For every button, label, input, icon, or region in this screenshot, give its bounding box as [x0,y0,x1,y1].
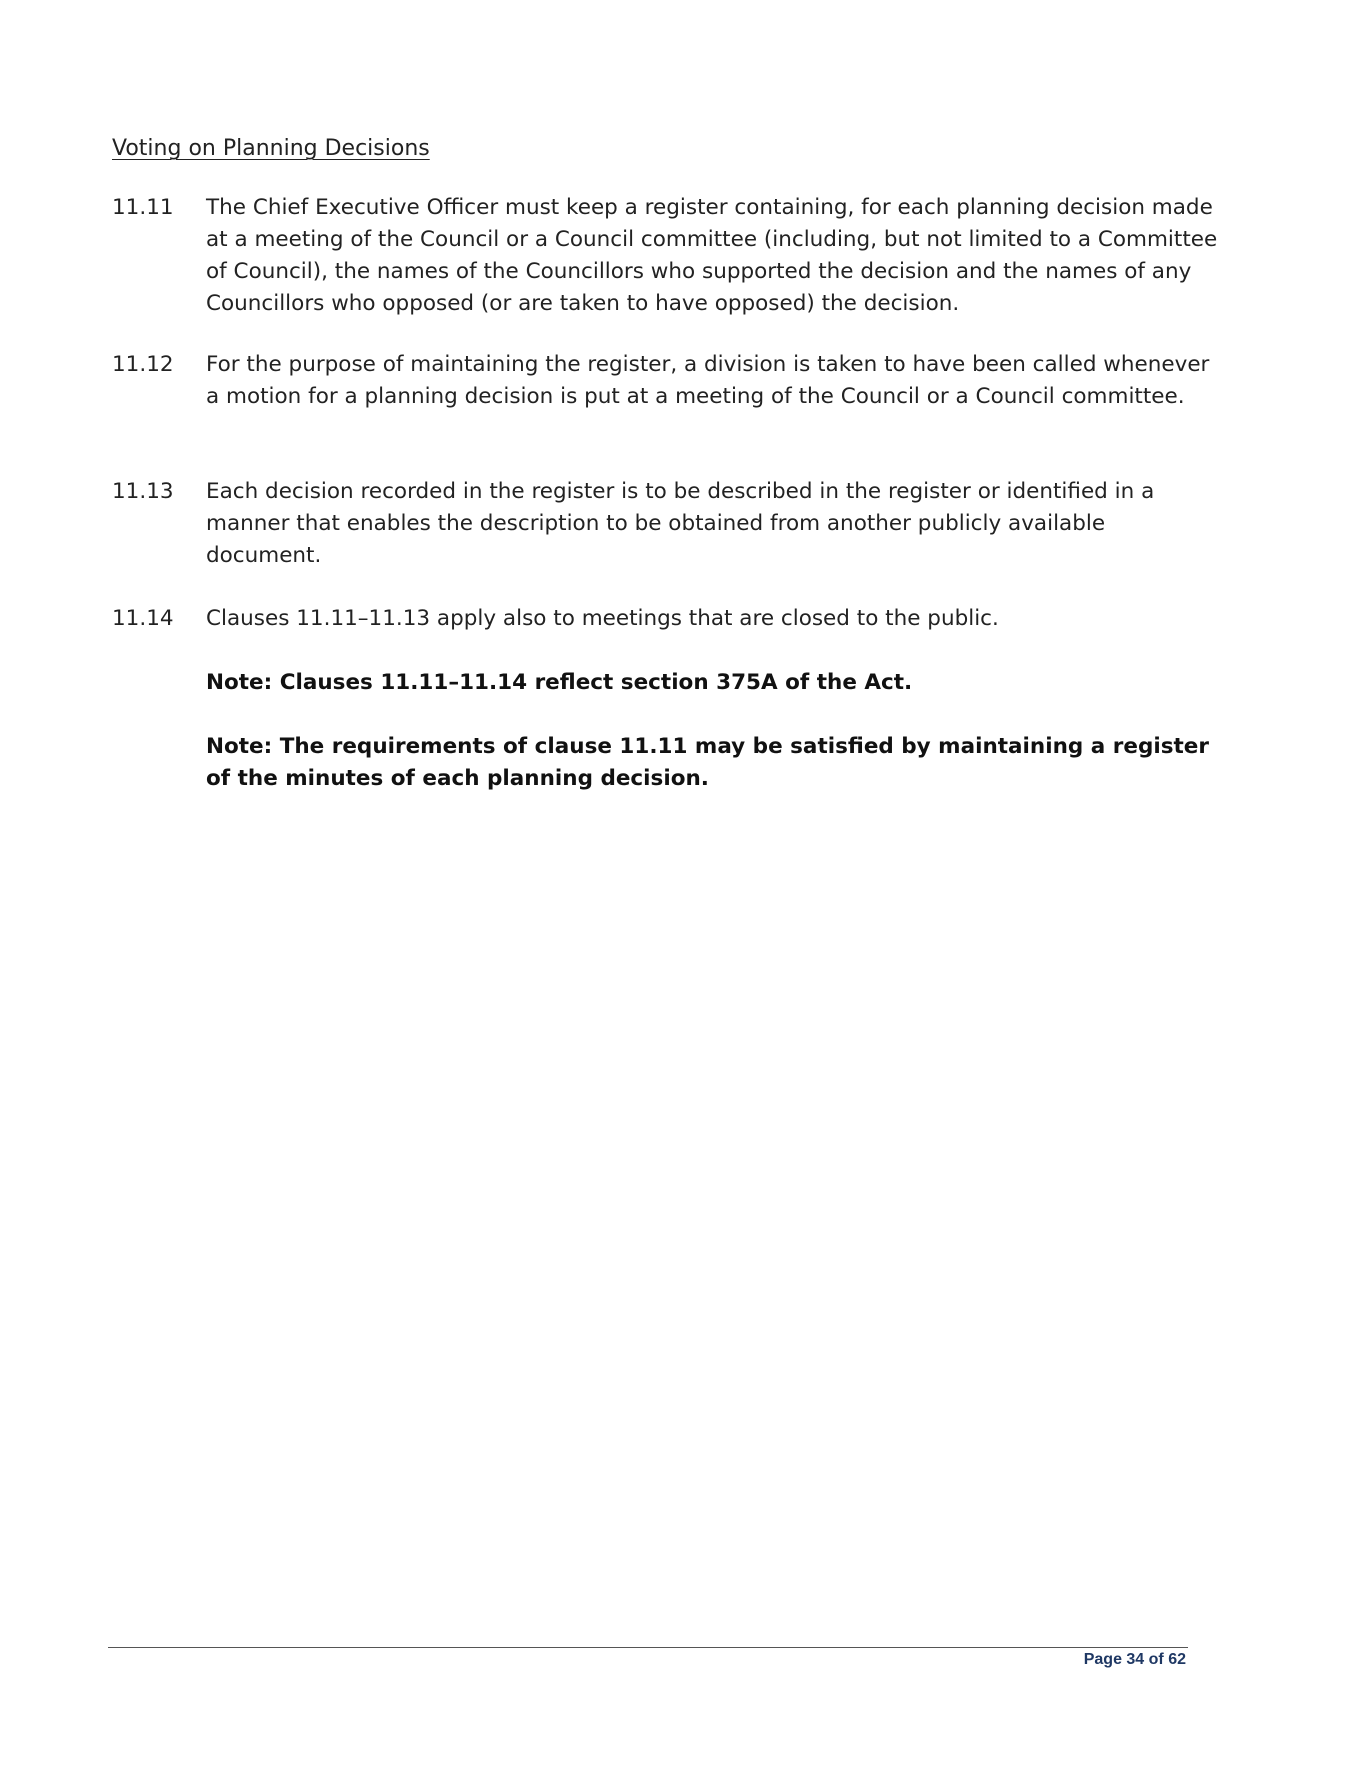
clause-11-14 [112,603,1222,635]
clause-11-13 [112,476,1222,572]
clause-11-11 [112,192,1222,320]
clause-text: For the purpose of maintaining the register, a division is taken to have been called whenever a motion for a planning decision is put at a meeting of the Council or a Council committee. [206,352,1210,409]
clause-number: 11.13 [112,479,174,504]
clause-number: 11.12 [112,352,174,377]
clause-text: The Chief Executive Officer must keep a register containing, for each planning decision made at a meeting of the Council or a Council committee (including, but not limited to a Committee of Council), the names of the Councillors who supported the decision and the names of any Councillors who opposed (or are taken to have opposed) the decision. [206,195,1218,316]
section-heading: Voting on Planning Decisions [112,136,430,161]
page-number: Page 34 of 62 [1083,1651,1186,1668]
clause-text: Clauses 11.11–11.13 apply also to meetings that are closed to the public. [206,606,999,631]
footer-divider [108,1647,1188,1648]
clause-11-12 [112,349,1222,413]
note-act-reference: Note: Clauses 11.11–11.14 reflect section 375A of the Act. [206,670,913,695]
clause-number: 11.14 [112,606,174,631]
note-register-requirements: Note: The requirements of clause 11.11 may be satisfied by maintaining a register of the minutes of each planning decision. [206,734,1209,791]
clause-number: 11.11 [112,195,174,220]
clause-text: Each decision recorded in the register is to be described in the register or identified in a manner that enables the description to be obtained from another publicly available document. [206,479,1155,568]
